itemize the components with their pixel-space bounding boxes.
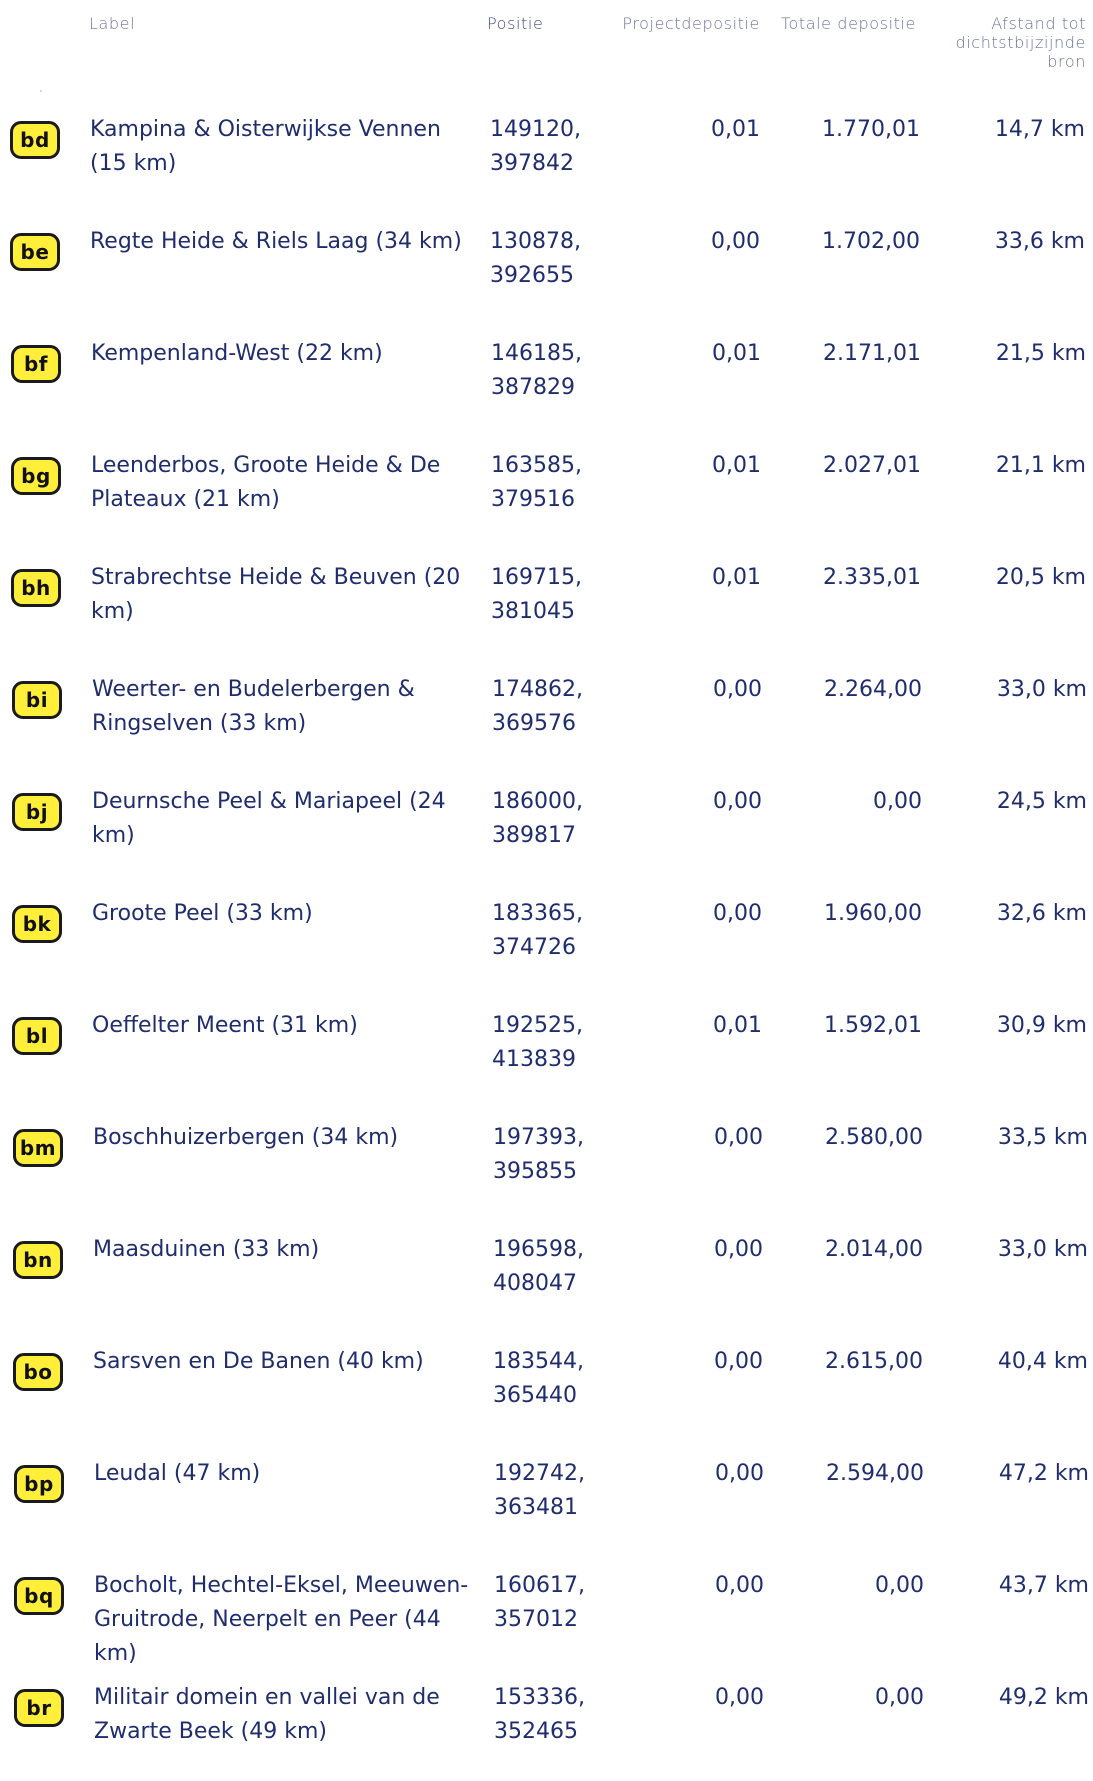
header-projectdepositie: Projectdepositie — [622, 14, 760, 33]
position-x: 192742, — [494, 1461, 585, 1486]
label-code-badge: bm — [13, 1129, 63, 1167]
label-code-badge: bi — [12, 681, 62, 719]
position-cell — [492, 1009, 602, 1077]
position-cell — [494, 1457, 604, 1525]
projectdepositie-value: 0,00 — [711, 229, 760, 254]
position-cell — [494, 1569, 604, 1637]
position-cell — [493, 1345, 603, 1413]
totale-depositie-value: 2.615,00 — [825, 1349, 923, 1374]
label-code-badge: bh — [11, 569, 61, 607]
table-row — [2, 673, 1093, 773]
area-label: Sarsven en De Banen (40 km) — [93, 1349, 424, 1374]
area-label: Deurnsche Peel & Mariapeel (24 km) — [92, 789, 446, 848]
position-x: 169715, — [491, 565, 582, 590]
table-row — [3, 1121, 1093, 1221]
label-code-badge: bq — [14, 1577, 64, 1615]
position-cell — [493, 1121, 603, 1189]
position-y: 379516 — [491, 487, 575, 512]
label-code-badge: br — [14, 1689, 64, 1727]
position-y: 387829 — [491, 375, 575, 400]
position-y: 397842 — [490, 151, 574, 176]
totale-depositie-value: 0,00 — [875, 1685, 924, 1710]
table-row — [1, 337, 1093, 437]
position-y: 352465 — [494, 1719, 578, 1744]
afstand-value: 47,2 km — [998, 1461, 1089, 1486]
label-code-badge: be — [10, 233, 60, 271]
position-y: 381045 — [491, 599, 575, 624]
position-x: 153336, — [494, 1685, 585, 1710]
label-code-badge: bj — [12, 793, 62, 831]
afstand-value: 49,2 km — [998, 1685, 1089, 1710]
totale-depositie-value: 0,00 — [875, 1573, 924, 1598]
position-cell — [490, 225, 600, 293]
area-label: Kempenland-West (22 km) — [91, 341, 383, 366]
totale-depositie-value: 2.171,01 — [823, 341, 921, 366]
header-separator-dot — [40, 90, 42, 92]
position-x: 186000, — [492, 789, 583, 814]
afstand-value: 20,5 km — [995, 565, 1086, 590]
position-cell — [491, 561, 601, 629]
afstand-value: 14,7 km — [994, 117, 1085, 142]
projectdepositie-value: 0,00 — [713, 789, 762, 814]
header-afstand-line2: dichtstbijzijnde — [955, 33, 1086, 52]
table-row — [4, 1569, 1093, 1669]
table-row — [3, 1345, 1093, 1445]
area-label: Bocholt, Hechtel-Eksel, Meeuwen-Gruitrode, Neerpelt en Peer (44 km) — [94, 1573, 469, 1666]
area-label: Leudal (47 km) — [94, 1461, 261, 1486]
position-cell — [492, 897, 602, 965]
label-code-badge: bo — [13, 1353, 63, 1391]
totale-depositie-value: 2.014,00 — [825, 1237, 923, 1262]
afstand-value: 33,5 km — [997, 1125, 1088, 1150]
area-label: Militair domein en vallei van de Zwarte Beek (49 km) — [94, 1685, 440, 1744]
projectdepositie-value: 0,00 — [715, 1685, 764, 1710]
label-code-badge: bd — [10, 121, 60, 159]
position-y: 369576 — [492, 711, 576, 736]
position-y: 365440 — [493, 1383, 577, 1408]
projectdepositie-value: 0,01 — [711, 117, 760, 142]
table-row — [0, 225, 1093, 325]
position-x: 192525, — [492, 1013, 583, 1038]
area-label: Weerter- en Budelerbergen & Ringselven (33 km) — [92, 677, 415, 736]
table-row — [1, 449, 1093, 549]
projectdepositie-value: 0,00 — [713, 901, 762, 926]
label-code-badge: bk — [12, 905, 62, 943]
position-x: 130878, — [490, 229, 581, 254]
projectdepositie-value: 0,01 — [712, 565, 761, 590]
table-row — [3, 1233, 1093, 1333]
totale-depositie-value: 1.702,00 — [822, 229, 920, 254]
position-x: 146185, — [491, 341, 582, 366]
position-x: 174862, — [492, 677, 583, 702]
table-header — [0, 14, 1093, 84]
header-totale-depositie: Totale depositie — [780, 14, 916, 33]
afstand-value: 24,5 km — [996, 789, 1087, 814]
position-y: 392655 — [490, 263, 574, 288]
position-y: 389817 — [492, 823, 576, 848]
afstand-value: 43,7 km — [998, 1573, 1089, 1598]
projectdepositie-value: 0,01 — [713, 1013, 762, 1038]
header-label: Label — [89, 14, 136, 33]
area-label: Regte Heide & Riels Laag (34 km) — [90, 229, 462, 254]
header-afstand — [940, 14, 1086, 71]
label-code-badge: bn — [13, 1241, 63, 1279]
projectdepositie-value: 0,00 — [715, 1461, 764, 1486]
position-y: 363481 — [494, 1495, 578, 1520]
area-label: Leenderbos, Groote Heide & De Plateaux (21 km) — [91, 453, 441, 512]
table-row — [2, 897, 1093, 997]
position-cell — [492, 785, 602, 853]
projectdepositie-value: 0,01 — [712, 341, 761, 366]
position-cell — [492, 673, 602, 741]
afstand-value: 21,5 km — [995, 341, 1086, 366]
label-code-badge: bl — [12, 1017, 62, 1055]
totale-depositie-value: 2.264,00 — [824, 677, 922, 702]
table-row — [4, 1457, 1093, 1557]
projectdepositie-value: 0,00 — [714, 1237, 763, 1262]
position-cell — [491, 449, 601, 517]
area-label: Oeffelter Meent (31 km) — [92, 1013, 358, 1038]
table-row — [4, 1681, 1093, 1781]
label-code-badge: bp — [14, 1465, 64, 1503]
projectdepositie-value: 0,00 — [713, 677, 762, 702]
position-cell — [493, 1233, 603, 1301]
position-x: 149120, — [490, 117, 581, 142]
table-row — [1, 561, 1093, 661]
position-cell — [490, 113, 600, 181]
position-cell — [491, 337, 601, 405]
position-y: 413839 — [492, 1047, 576, 1072]
totale-depositie-value: 2.027,01 — [823, 453, 921, 478]
afstand-value: 33,0 km — [996, 677, 1087, 702]
afstand-value: 30,9 km — [996, 1013, 1087, 1038]
totale-depositie-value: 2.335,01 — [823, 565, 921, 590]
table-row — [2, 785, 1093, 885]
totale-depositie-value: 1.592,01 — [824, 1013, 922, 1038]
label-code-badge: bg — [11, 457, 61, 495]
label-code-badge: bf — [11, 345, 61, 383]
table-row — [0, 113, 1093, 213]
position-x: 196598, — [493, 1237, 584, 1262]
position-x: 197393, — [493, 1125, 584, 1150]
area-label: Groote Peel (33 km) — [92, 901, 313, 926]
position-x: 160617, — [494, 1573, 585, 1598]
totale-depositie-value: 2.580,00 — [825, 1125, 923, 1150]
position-y: 395855 — [493, 1159, 577, 1184]
table-row — [2, 1009, 1093, 1109]
projectdepositie-value: 0,00 — [715, 1573, 764, 1598]
header-afstand-line3: bron — [1047, 52, 1086, 71]
afstand-value: 32,6 km — [996, 901, 1087, 926]
afstand-value: 40,4 km — [997, 1349, 1088, 1374]
area-label: Kampina & Oisterwijkse Vennen (15 km) — [90, 117, 441, 176]
totale-depositie-value: 0,00 — [873, 789, 922, 814]
projectdepositie-value: 0,00 — [714, 1349, 763, 1374]
afstand-value: 33,6 km — [994, 229, 1085, 254]
area-label: Strabrechtse Heide & Beuven (20 km) — [91, 565, 461, 624]
projectdepositie-value: 0,00 — [714, 1125, 763, 1150]
position-y: 374726 — [492, 935, 576, 960]
projectdepositie-value: 0,01 — [712, 453, 761, 478]
position-cell — [494, 1681, 604, 1749]
position-x: 183544, — [493, 1349, 584, 1374]
afstand-value: 33,0 km — [997, 1237, 1088, 1262]
totale-depositie-value: 2.594,00 — [826, 1461, 924, 1486]
totale-depositie-value: 1.960,00 — [824, 901, 922, 926]
totale-depositie-value: 1.770,01 — [822, 117, 920, 142]
header-positie: Positie — [487, 14, 544, 33]
header-afstand-line1: Afstand tot — [991, 14, 1086, 33]
afstand-value: 21,1 km — [995, 453, 1086, 478]
position-y: 408047 — [493, 1271, 577, 1296]
position-x: 163585, — [491, 453, 582, 478]
area-label: Boschhuizerbergen (34 km) — [93, 1125, 399, 1150]
position-x: 183365, — [492, 901, 583, 926]
area-label: Maasduinen (33 km) — [93, 1237, 320, 1262]
position-y: 357012 — [494, 1607, 578, 1632]
